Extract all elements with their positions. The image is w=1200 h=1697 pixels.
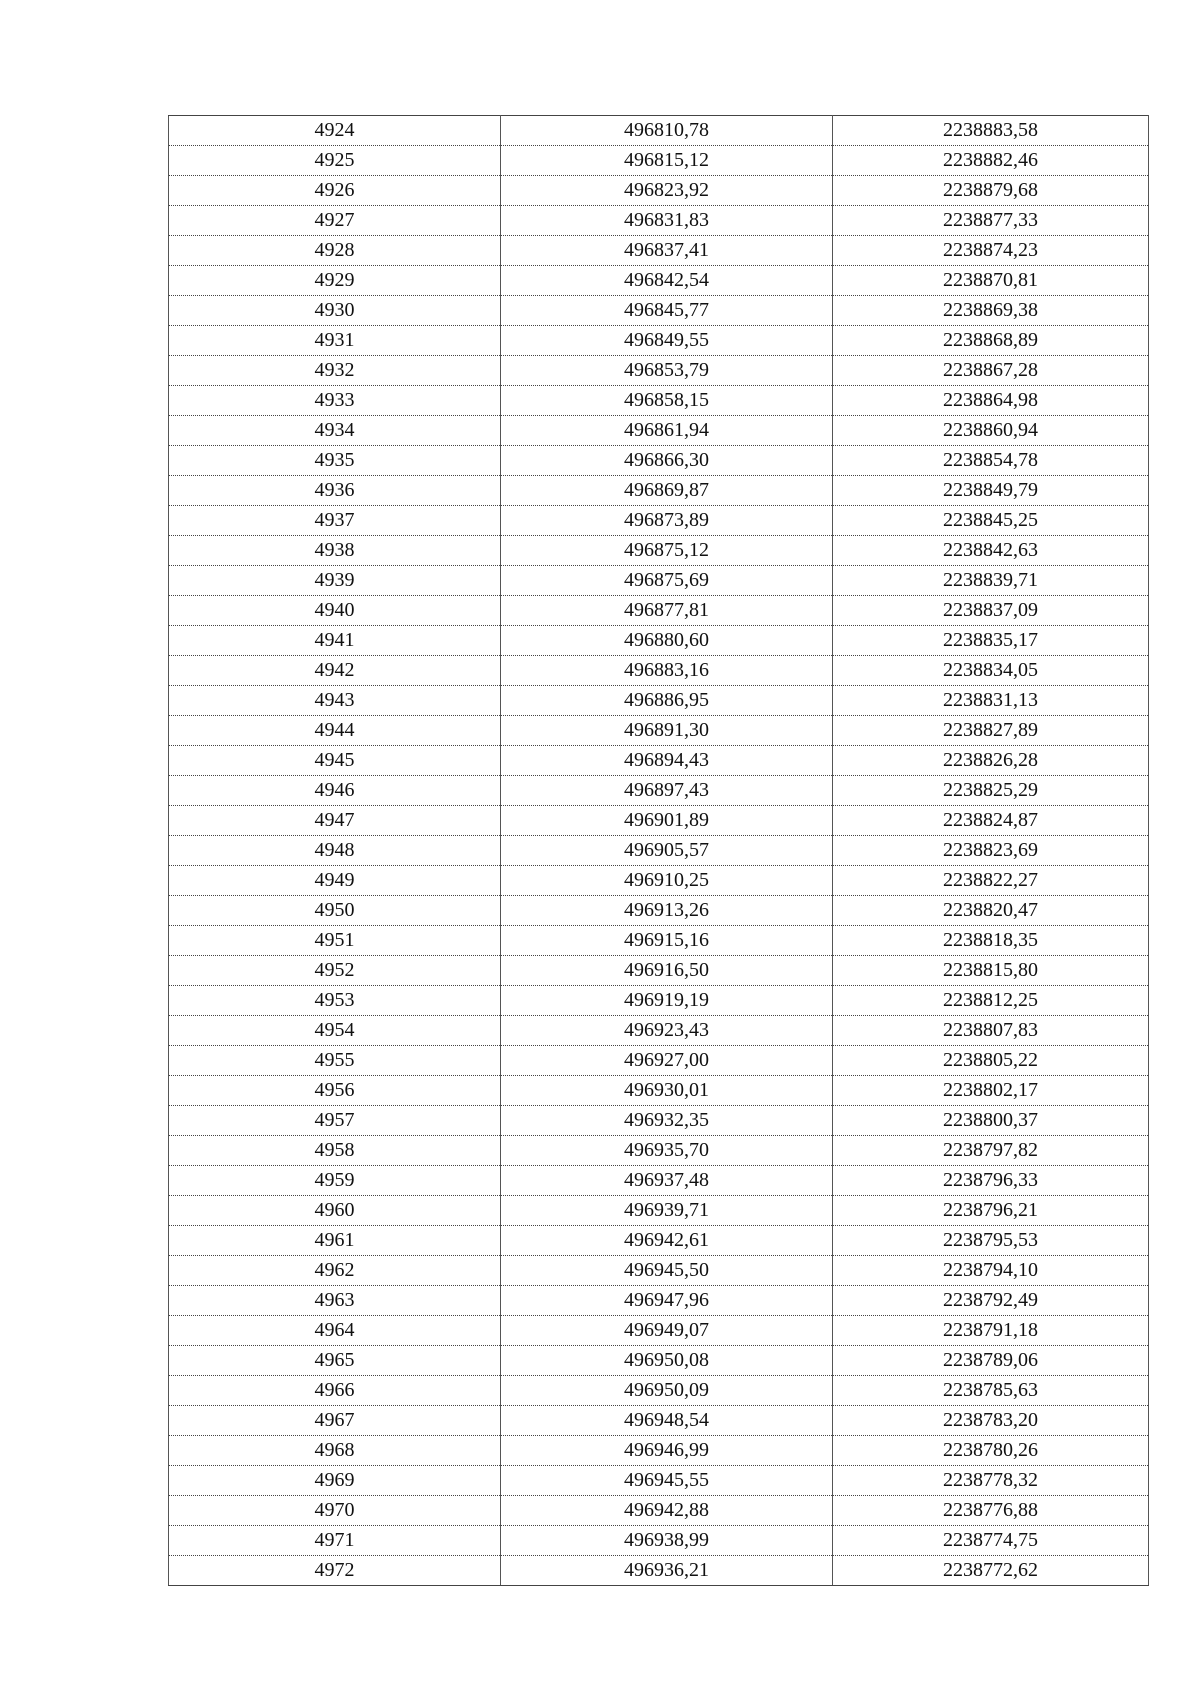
y-coordinate-cell: 2238807,83 (833, 1016, 1149, 1046)
x-coordinate-cell: 496950,08 (501, 1346, 833, 1376)
y-coordinate-cell: 2238867,28 (833, 356, 1149, 386)
point-number-cell: 4941 (169, 626, 501, 656)
table-row (169, 986, 1149, 1016)
point-number-cell: 4958 (169, 1136, 501, 1166)
x-coordinate-cell: 496930,01 (501, 1076, 833, 1106)
point-number-cell: 4961 (169, 1226, 501, 1256)
table-row (169, 566, 1149, 596)
x-coordinate-cell: 496945,50 (501, 1256, 833, 1286)
y-coordinate-cell: 2238792,49 (833, 1286, 1149, 1316)
document-page (168, 115, 1148, 1586)
point-number-cell: 4960 (169, 1196, 501, 1226)
x-coordinate-cell: 496886,95 (501, 686, 833, 716)
y-coordinate-cell: 2238805,22 (833, 1046, 1149, 1076)
table-row (169, 416, 1149, 446)
table-row (169, 626, 1149, 656)
y-coordinate-cell: 2238831,13 (833, 686, 1149, 716)
point-number-cell: 4925 (169, 146, 501, 176)
x-coordinate-cell: 496815,12 (501, 146, 833, 176)
y-coordinate-cell: 2238795,53 (833, 1226, 1149, 1256)
x-coordinate-cell: 496842,54 (501, 266, 833, 296)
point-number-cell: 4956 (169, 1076, 501, 1106)
y-coordinate-cell: 2238815,80 (833, 956, 1149, 986)
point-number-cell: 4955 (169, 1046, 501, 1076)
x-coordinate-cell: 496913,26 (501, 896, 833, 926)
point-number-cell: 4952 (169, 956, 501, 986)
y-coordinate-cell: 2238837,09 (833, 596, 1149, 626)
table-row (169, 1136, 1149, 1166)
y-coordinate-cell: 2238796,33 (833, 1166, 1149, 1196)
x-coordinate-cell: 496880,60 (501, 626, 833, 656)
point-number-cell: 4948 (169, 836, 501, 866)
x-coordinate-cell: 496810,78 (501, 116, 833, 146)
point-number-cell: 4957 (169, 1106, 501, 1136)
x-coordinate-cell: 496837,41 (501, 236, 833, 266)
y-coordinate-cell: 2238879,68 (833, 176, 1149, 206)
point-number-cell: 4943 (169, 686, 501, 716)
table-row (169, 206, 1149, 236)
table-row (169, 1106, 1149, 1136)
point-number-cell: 4937 (169, 506, 501, 536)
y-coordinate-cell: 2238794,10 (833, 1256, 1149, 1286)
table-row (169, 1556, 1149, 1586)
table-row (169, 1256, 1149, 1286)
x-coordinate-cell: 496938,99 (501, 1526, 833, 1556)
table-row (169, 1526, 1149, 1556)
y-coordinate-cell: 2238789,06 (833, 1346, 1149, 1376)
y-coordinate-cell: 2238842,63 (833, 536, 1149, 566)
table-row (169, 176, 1149, 206)
x-coordinate-cell: 496935,70 (501, 1136, 833, 1166)
table-row (169, 116, 1149, 146)
x-coordinate-cell: 496927,00 (501, 1046, 833, 1076)
y-coordinate-cell: 2238864,98 (833, 386, 1149, 416)
x-coordinate-cell: 496910,25 (501, 866, 833, 896)
x-coordinate-cell: 496937,48 (501, 1166, 833, 1196)
table-row (169, 266, 1149, 296)
y-coordinate-cell: 2238778,32 (833, 1466, 1149, 1496)
point-number-cell: 4964 (169, 1316, 501, 1346)
y-coordinate-cell: 2238882,46 (833, 146, 1149, 176)
table-row (169, 1316, 1149, 1346)
y-coordinate-cell: 2238868,89 (833, 326, 1149, 356)
y-coordinate-cell: 2238825,29 (833, 776, 1149, 806)
coordinates-table-body (169, 116, 1149, 1586)
point-number-cell: 4938 (169, 536, 501, 566)
x-coordinate-cell: 496905,57 (501, 836, 833, 866)
table-row (169, 536, 1149, 566)
y-coordinate-cell: 2238835,17 (833, 626, 1149, 656)
table-row (169, 1196, 1149, 1226)
point-number-cell: 4968 (169, 1436, 501, 1466)
table-row (169, 1016, 1149, 1046)
y-coordinate-cell: 2238874,23 (833, 236, 1149, 266)
table-row (169, 686, 1149, 716)
point-number-cell: 4954 (169, 1016, 501, 1046)
y-coordinate-cell: 2238849,79 (833, 476, 1149, 506)
table-row (169, 596, 1149, 626)
table-row (169, 1376, 1149, 1406)
point-number-cell: 4942 (169, 656, 501, 686)
y-coordinate-cell: 2238834,05 (833, 656, 1149, 686)
x-coordinate-cell: 496883,16 (501, 656, 833, 686)
point-number-cell: 4931 (169, 326, 501, 356)
point-number-cell: 4963 (169, 1286, 501, 1316)
table-row (169, 1226, 1149, 1256)
y-coordinate-cell: 2238776,88 (833, 1496, 1149, 1526)
table-row (169, 506, 1149, 536)
y-coordinate-cell: 2238824,87 (833, 806, 1149, 836)
table-row (169, 1046, 1149, 1076)
x-coordinate-cell: 496949,07 (501, 1316, 833, 1346)
table-row (169, 1346, 1149, 1376)
point-number-cell: 4928 (169, 236, 501, 266)
x-coordinate-cell: 496950,09 (501, 1376, 833, 1406)
x-coordinate-cell: 496939,71 (501, 1196, 833, 1226)
point-number-cell: 4959 (169, 1166, 501, 1196)
y-coordinate-cell: 2238826,28 (833, 746, 1149, 776)
y-coordinate-cell: 2238780,26 (833, 1436, 1149, 1466)
y-coordinate-cell: 2238797,82 (833, 1136, 1149, 1166)
x-coordinate-cell: 496866,30 (501, 446, 833, 476)
point-number-cell: 4945 (169, 746, 501, 776)
x-coordinate-cell: 496853,79 (501, 356, 833, 386)
y-coordinate-cell: 2238802,17 (833, 1076, 1149, 1106)
table-row (169, 236, 1149, 266)
table-row (169, 1166, 1149, 1196)
point-number-cell: 4934 (169, 416, 501, 446)
y-coordinate-cell: 2238869,38 (833, 296, 1149, 326)
x-coordinate-cell: 496861,94 (501, 416, 833, 446)
point-number-cell: 4944 (169, 716, 501, 746)
point-number-cell: 4972 (169, 1556, 501, 1586)
table-row (169, 1406, 1149, 1436)
x-coordinate-cell: 496877,81 (501, 596, 833, 626)
point-number-cell: 4939 (169, 566, 501, 596)
point-number-cell: 4951 (169, 926, 501, 956)
x-coordinate-cell: 496919,19 (501, 986, 833, 1016)
point-number-cell: 4932 (169, 356, 501, 386)
y-coordinate-cell: 2238870,81 (833, 266, 1149, 296)
y-coordinate-cell: 2238839,71 (833, 566, 1149, 596)
y-coordinate-cell: 2238791,18 (833, 1316, 1149, 1346)
x-coordinate-cell: 496875,12 (501, 536, 833, 566)
point-number-cell: 4967 (169, 1406, 501, 1436)
point-number-cell: 4930 (169, 296, 501, 326)
table-row (169, 776, 1149, 806)
x-coordinate-cell: 496945,55 (501, 1466, 833, 1496)
table-row (169, 896, 1149, 926)
y-coordinate-cell: 2238783,20 (833, 1406, 1149, 1436)
y-coordinate-cell: 2238774,75 (833, 1526, 1149, 1556)
table-row (169, 326, 1149, 356)
point-number-cell: 4950 (169, 896, 501, 926)
y-coordinate-cell: 2238772,62 (833, 1556, 1149, 1586)
table-row (169, 1496, 1149, 1526)
point-number-cell: 4965 (169, 1346, 501, 1376)
x-coordinate-cell: 496936,21 (501, 1556, 833, 1586)
point-number-cell: 4962 (169, 1256, 501, 1286)
table-row (169, 1286, 1149, 1316)
y-coordinate-cell: 2238812,25 (833, 986, 1149, 1016)
y-coordinate-cell: 2238823,69 (833, 836, 1149, 866)
y-coordinate-cell: 2238796,21 (833, 1196, 1149, 1226)
table-row (169, 656, 1149, 686)
x-coordinate-cell: 496869,87 (501, 476, 833, 506)
point-number-cell: 4953 (169, 986, 501, 1016)
table-row (169, 1436, 1149, 1466)
point-number-cell: 4970 (169, 1496, 501, 1526)
y-coordinate-cell: 2238854,78 (833, 446, 1149, 476)
point-number-cell: 4940 (169, 596, 501, 626)
y-coordinate-cell: 2238883,58 (833, 116, 1149, 146)
x-coordinate-cell: 496831,83 (501, 206, 833, 236)
table-row (169, 926, 1149, 956)
point-number-cell: 4946 (169, 776, 501, 806)
table-row (169, 716, 1149, 746)
point-number-cell: 4949 (169, 866, 501, 896)
x-coordinate-cell: 496948,54 (501, 1406, 833, 1436)
table-row (169, 836, 1149, 866)
x-coordinate-cell: 496942,88 (501, 1496, 833, 1526)
x-coordinate-cell: 496916,50 (501, 956, 833, 986)
y-coordinate-cell: 2238877,33 (833, 206, 1149, 236)
table-row (169, 446, 1149, 476)
y-coordinate-cell: 2238822,27 (833, 866, 1149, 896)
point-number-cell: 4927 (169, 206, 501, 236)
x-coordinate-cell: 496845,77 (501, 296, 833, 326)
x-coordinate-cell: 496923,43 (501, 1016, 833, 1046)
point-number-cell: 4933 (169, 386, 501, 416)
point-number-cell: 4971 (169, 1526, 501, 1556)
point-number-cell: 4947 (169, 806, 501, 836)
y-coordinate-cell: 2238818,35 (833, 926, 1149, 956)
y-coordinate-cell: 2238827,89 (833, 716, 1149, 746)
x-coordinate-cell: 496946,99 (501, 1436, 833, 1466)
x-coordinate-cell: 496932,35 (501, 1106, 833, 1136)
x-coordinate-cell: 496915,16 (501, 926, 833, 956)
coordinates-table (168, 115, 1149, 1586)
x-coordinate-cell: 496849,55 (501, 326, 833, 356)
y-coordinate-cell: 2238800,37 (833, 1106, 1149, 1136)
x-coordinate-cell: 496894,43 (501, 746, 833, 776)
x-coordinate-cell: 496901,89 (501, 806, 833, 836)
y-coordinate-cell: 2238820,47 (833, 896, 1149, 926)
table-row (169, 476, 1149, 506)
point-number-cell: 4935 (169, 446, 501, 476)
table-row (169, 386, 1149, 416)
table-row (169, 1076, 1149, 1106)
table-row (169, 806, 1149, 836)
x-coordinate-cell: 496897,43 (501, 776, 833, 806)
y-coordinate-cell: 2238785,63 (833, 1376, 1149, 1406)
table-row (169, 746, 1149, 776)
y-coordinate-cell: 2238845,25 (833, 506, 1149, 536)
table-row (169, 956, 1149, 986)
x-coordinate-cell: 496823,92 (501, 176, 833, 206)
point-number-cell: 4926 (169, 176, 501, 206)
table-row (169, 866, 1149, 896)
x-coordinate-cell: 496942,61 (501, 1226, 833, 1256)
point-number-cell: 4924 (169, 116, 501, 146)
table-row (169, 1466, 1149, 1496)
table-row (169, 146, 1149, 176)
y-coordinate-cell: 2238860,94 (833, 416, 1149, 446)
table-row (169, 356, 1149, 386)
point-number-cell: 4936 (169, 476, 501, 506)
point-number-cell: 4929 (169, 266, 501, 296)
point-number-cell: 4969 (169, 1466, 501, 1496)
x-coordinate-cell: 496875,69 (501, 566, 833, 596)
point-number-cell: 4966 (169, 1376, 501, 1406)
x-coordinate-cell: 496891,30 (501, 716, 833, 746)
table-row (169, 296, 1149, 326)
x-coordinate-cell: 496858,15 (501, 386, 833, 416)
x-coordinate-cell: 496947,96 (501, 1286, 833, 1316)
x-coordinate-cell: 496873,89 (501, 506, 833, 536)
